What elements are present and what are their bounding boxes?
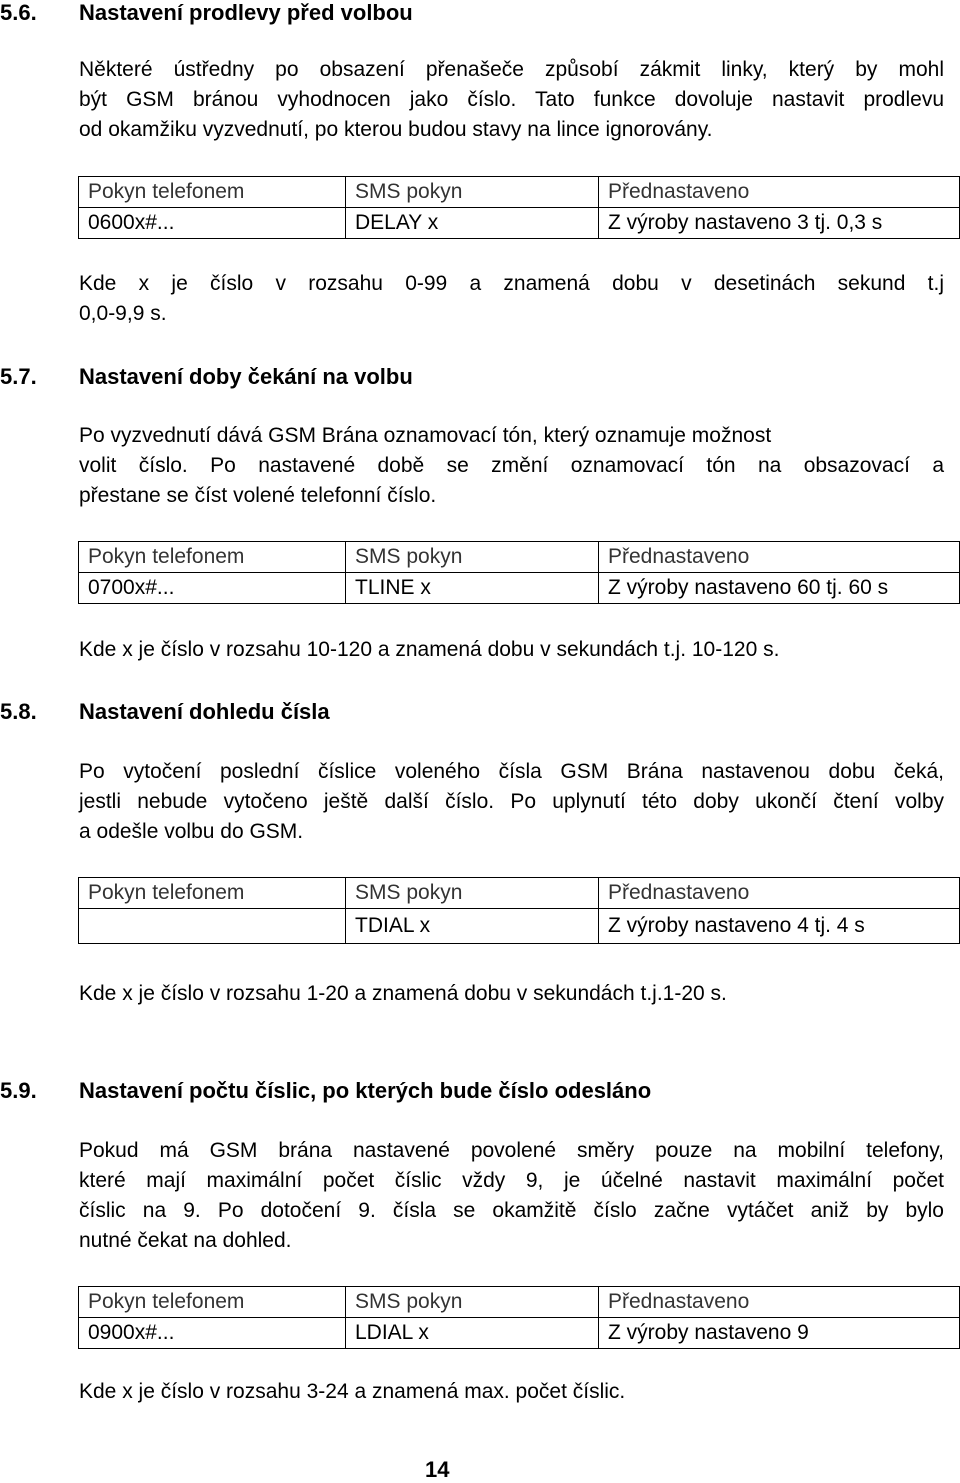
header-cell-default: Přednastaveno bbox=[599, 177, 960, 208]
paragraph-line: přestane se číst volené telefonní číslo. bbox=[79, 484, 437, 507]
section-number: 5.6. bbox=[0, 0, 37, 25]
table-header-row bbox=[79, 542, 960, 573]
header-cell-phone-command: Pokyn telefonem bbox=[79, 1287, 346, 1318]
header-cell-phone-command: Pokyn telefonem bbox=[79, 542, 346, 573]
section-paragraph bbox=[79, 757, 944, 847]
section-note bbox=[79, 635, 944, 665]
paragraph-line: číslic na 9. Po dotočení 9. čísla se okamžitě číslo začne vytáčet aniž by bylo bbox=[79, 1199, 944, 1222]
header-cell-default: Přednastaveno bbox=[599, 542, 960, 573]
section-title: Nastavení doby čekání na volbu bbox=[79, 364, 413, 389]
cell-default: Z výroby nastaveno 4 tj. 4 s bbox=[599, 909, 960, 944]
header-cell-phone-command: Pokyn telefonem bbox=[79, 177, 346, 208]
cell-phone-command: 0600x#... bbox=[79, 208, 346, 239]
table-row bbox=[79, 573, 960, 604]
paragraph-line: Některé ústředny po obsazení přenašeče způsobí zákmit linky, který by mohl bbox=[79, 58, 944, 81]
note-line: 0,0-9,9 s. bbox=[79, 302, 167, 325]
header-cell-default: Přednastaveno bbox=[599, 1287, 960, 1318]
cell-phone-command: 0700x#... bbox=[79, 573, 346, 604]
paragraph-line: nutné čekat na dohled. bbox=[79, 1229, 292, 1252]
paragraph-line: Po vytočení poslední číslice voleného čísla GSM Brána nastavenou dobu čeká, bbox=[79, 760, 944, 783]
table-header-row bbox=[79, 878, 960, 909]
section-note bbox=[79, 979, 944, 1009]
section-title: Nastavení dohledu čísla bbox=[79, 699, 330, 724]
command-table bbox=[78, 877, 960, 944]
table-row bbox=[79, 909, 960, 944]
command-table bbox=[78, 541, 960, 604]
cell-sms-command: TLINE x bbox=[346, 573, 599, 604]
cell-default: Z výroby nastaveno 60 tj. 60 s bbox=[599, 573, 960, 604]
section-paragraph bbox=[79, 421, 944, 511]
cell-default: Z výroby nastaveno 3 tj. 0,3 s bbox=[599, 208, 960, 239]
paragraph-line: které mají maximální počet číslic vždy 9, je účelné nastavit maximální počet bbox=[79, 1169, 944, 1192]
paragraph-line: volit číslo. Po nastavené době se změní oznamovací tón na obsazovací a bbox=[79, 454, 944, 477]
command-table bbox=[78, 176, 960, 239]
paragraph-line: jestli nebude vytočeno ještě další číslo. Po uplynutí této doby ukončí čtení volby bbox=[79, 790, 944, 813]
note-line: Kde x je číslo v rozsahu 0-99 a znamená dobu v desetinách sekund t.j bbox=[79, 272, 944, 295]
cell-phone-command bbox=[79, 909, 346, 944]
command-table bbox=[78, 1286, 960, 1349]
cell-default: Z výroby nastaveno 9 bbox=[599, 1318, 960, 1349]
section-number: 5.9. bbox=[0, 1078, 37, 1103]
paragraph-line: být GSM bránou vyhodnocen jako číslo. Tato funkce dovoluje nastavit prodlevu bbox=[79, 88, 944, 111]
section-note bbox=[79, 269, 944, 329]
section-title: Nastavení prodlevy před volbou bbox=[79, 0, 413, 25]
cell-sms-command: DELAY x bbox=[346, 208, 599, 239]
table-row bbox=[79, 1318, 960, 1349]
header-cell-default: Přednastaveno bbox=[599, 878, 960, 909]
table-header-row bbox=[79, 177, 960, 208]
table-header-row bbox=[79, 1287, 960, 1318]
note-line: Kde x je číslo v rozsahu 1-20 a znamená dobu v sekundách t.j.1-20 s. bbox=[79, 982, 727, 1005]
page-number: 14 bbox=[425, 1457, 450, 1482]
cell-sms-command: TDIAL x bbox=[346, 909, 599, 944]
note-line: Kde x je číslo v rozsahu 10-120 a znamená dobu v sekundách t.j. 10-120 s. bbox=[79, 638, 780, 661]
note-line: Kde x je číslo v rozsahu 3-24 a znamená max. počet číslic. bbox=[79, 1380, 626, 1403]
section-number: 5.7. bbox=[0, 364, 37, 389]
header-cell-sms-command: SMS pokyn bbox=[346, 177, 599, 208]
header-cell-sms-command: SMS pokyn bbox=[346, 1287, 599, 1318]
header-cell-sms-command: SMS pokyn bbox=[346, 542, 599, 573]
section-paragraph bbox=[79, 1136, 944, 1256]
cell-sms-command: LDIAL x bbox=[346, 1318, 599, 1349]
section-paragraph bbox=[79, 55, 944, 145]
paragraph-line: Pokud má GSM brána nastavené povolené směry pouze na mobilní telefony, bbox=[79, 1139, 944, 1162]
header-cell-phone-command: Pokyn telefonem bbox=[79, 878, 346, 909]
paragraph-line: Po vyzvednutí dává GSM Brána oznamovací tón, který oznamuje možnost bbox=[79, 424, 772, 447]
paragraph-line: a odešle volbu do GSM. bbox=[79, 820, 304, 843]
cell-phone-command: 0900x#... bbox=[79, 1318, 346, 1349]
section-note bbox=[79, 1377, 944, 1407]
section-title: Nastavení počtu číslic, po kterých bude číslo odesláno bbox=[79, 1078, 652, 1103]
header-cell-sms-command: SMS pokyn bbox=[346, 878, 599, 909]
table-row bbox=[79, 208, 960, 239]
section-number: 5.8. bbox=[0, 699, 37, 724]
paragraph-line: od okamžiku vyzvednutí, po kterou budou stavy na lince ignorovány. bbox=[79, 118, 713, 141]
